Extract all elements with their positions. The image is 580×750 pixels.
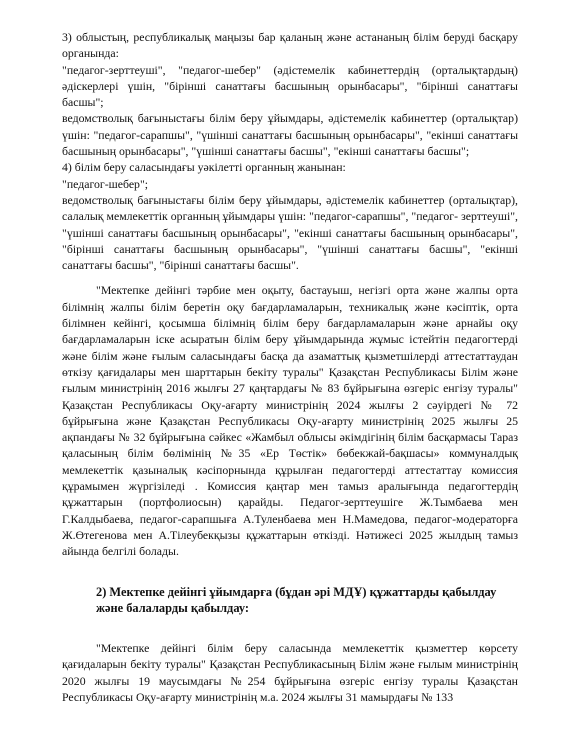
section-heading: 2) Мектепке дейінгі ұйымдарға (бұдан әрі МДҰ) құжаттарды қабылдау және балаларды қабылдау: <box>96 584 497 615</box>
paragraph-preschool-services: "Мектепке дейінгі білім беру саласында мемлекеттік қызметтер көрсету қағидаларын бекіту туралы" Қазақстан Республикасының Білім және ғылым министрінің 2020 жылғы 19 маусымдағы №254 бұйрығына өзгеріс енгізу туралы Қазақстан Республикасы Оқу-ағарту министрінің м.а. 2024 жылғы 31 мамырдағы № 133 <box>62 641 518 704</box>
paragraph-subordinate-orgs: ведомстволық бағыныстағы білім беру ұйымдары, әдістемелік кабинеттер (орталықтар) үшін: "педагог-сарапшы", "үшінші санаттағы басшының орынбасары", "екінші санаттағы басшының орынбасары", "үшінші санаттағы басшы", "екінші санаттағы басшы"; <box>62 111 518 159</box>
paragraph-master: "педагог-шебер"; <box>62 176 149 191</box>
paragraph-item-3: 3) облыстың, республикалық маңызы бар қаланың және астананың білім беруді басқару органында: <box>62 30 518 61</box>
paragraph-researcher-master: "педагог-зерттеуші", "педагог-шебер" (әдістемелік кабинеттердің (орталықтардың) әдіскерлері үшін, "бірінші санаттағы басшының орынбасары", "бірінші санаттағы басшы"; <box>62 62 518 110</box>
paragraph-sectoral-orgs: ведомстволық бағыныстағы білім беру ұйымдары, әдістемелік кабинеттер (орталықтар), салалық мемлекеттік органның ұйымдары үшін: "педагог-сарапшы", "педагог- зерттеуші", "үшінші санаттағы басшының орынбасары", "екінші санаттағы басшының орынбасары", "бірінші санаттағы басшының орынбасары", "үшінші санаттағы басшы", "екінші санаттағы басшы", "бірінші санаттағы басшы". <box>62 192 518 273</box>
paragraph-item-4: 4) білім беру саласындағы уәкілетті органның жанынан: <box>62 160 346 175</box>
document-body <box>62 29 518 705</box>
paragraph-attestation: "Мектепке дейінгі тәрбие мен оқыту, бастауыш, негізгі орта және жалпы орта білімнің жалпы білім беретін оқу бағдарламаларын, техникалық және кәсіптік, орта білімнен кейінгі, қосымша білімнің білім беру бағдарламаларын және арнайы оқу бағдарламаларын іске асыратын білім беру ұйымдарында жұмыс істейтін педагогтерді және білім және ғылым саласындағы басқа да азаматтық қызметшілерді аттестаттаудан өткізу қағидалары мен шарттарын бекіту туралы" Қазақстан Республикасы Білім және ғылым министрінің 2016 жылғы 27 қаңтардағы № 83 бұйрығына өзгеріс енгізу туралы" Қазақстан Республикасы Оқу-ағарту министрінің 2024 жылғы 2 сәуірдегі № 72 бұйрығына және Қазақстан Республикасы Оқу-ағарту министрінің 2025 жылғы 25 ақпандағы № 32 бұйрығына сәйкес «Жамбыл облысы әкімдігінің білім басқармасы Тараз қаласының білім бөлімінің №35 «Ер Төстік» бөбекжай-бақшасы» коммуналдық мемлекеттік қазыналық кәсіпорнында құрылған педагогтерді аттестаттау комиссия құрамымен жүргізіледі . Комиссия қаңтар мен тамыз аралығында педагогтердің құжаттарын (портфолиосын) қарайды. Педагог-зерттеушіге Ж.Тымбаева мен Г.Калдыбаева, педагог-сарапшыға А.Туленбаева мен Н.Мамедова, педагог-модераторға Ж.Өтегенова мен А.Тілеубекқызы құжаттарын өткізді. Нәтижесі 2025 жылдың тамыз айында белгілі болады. <box>62 283 518 559</box>
